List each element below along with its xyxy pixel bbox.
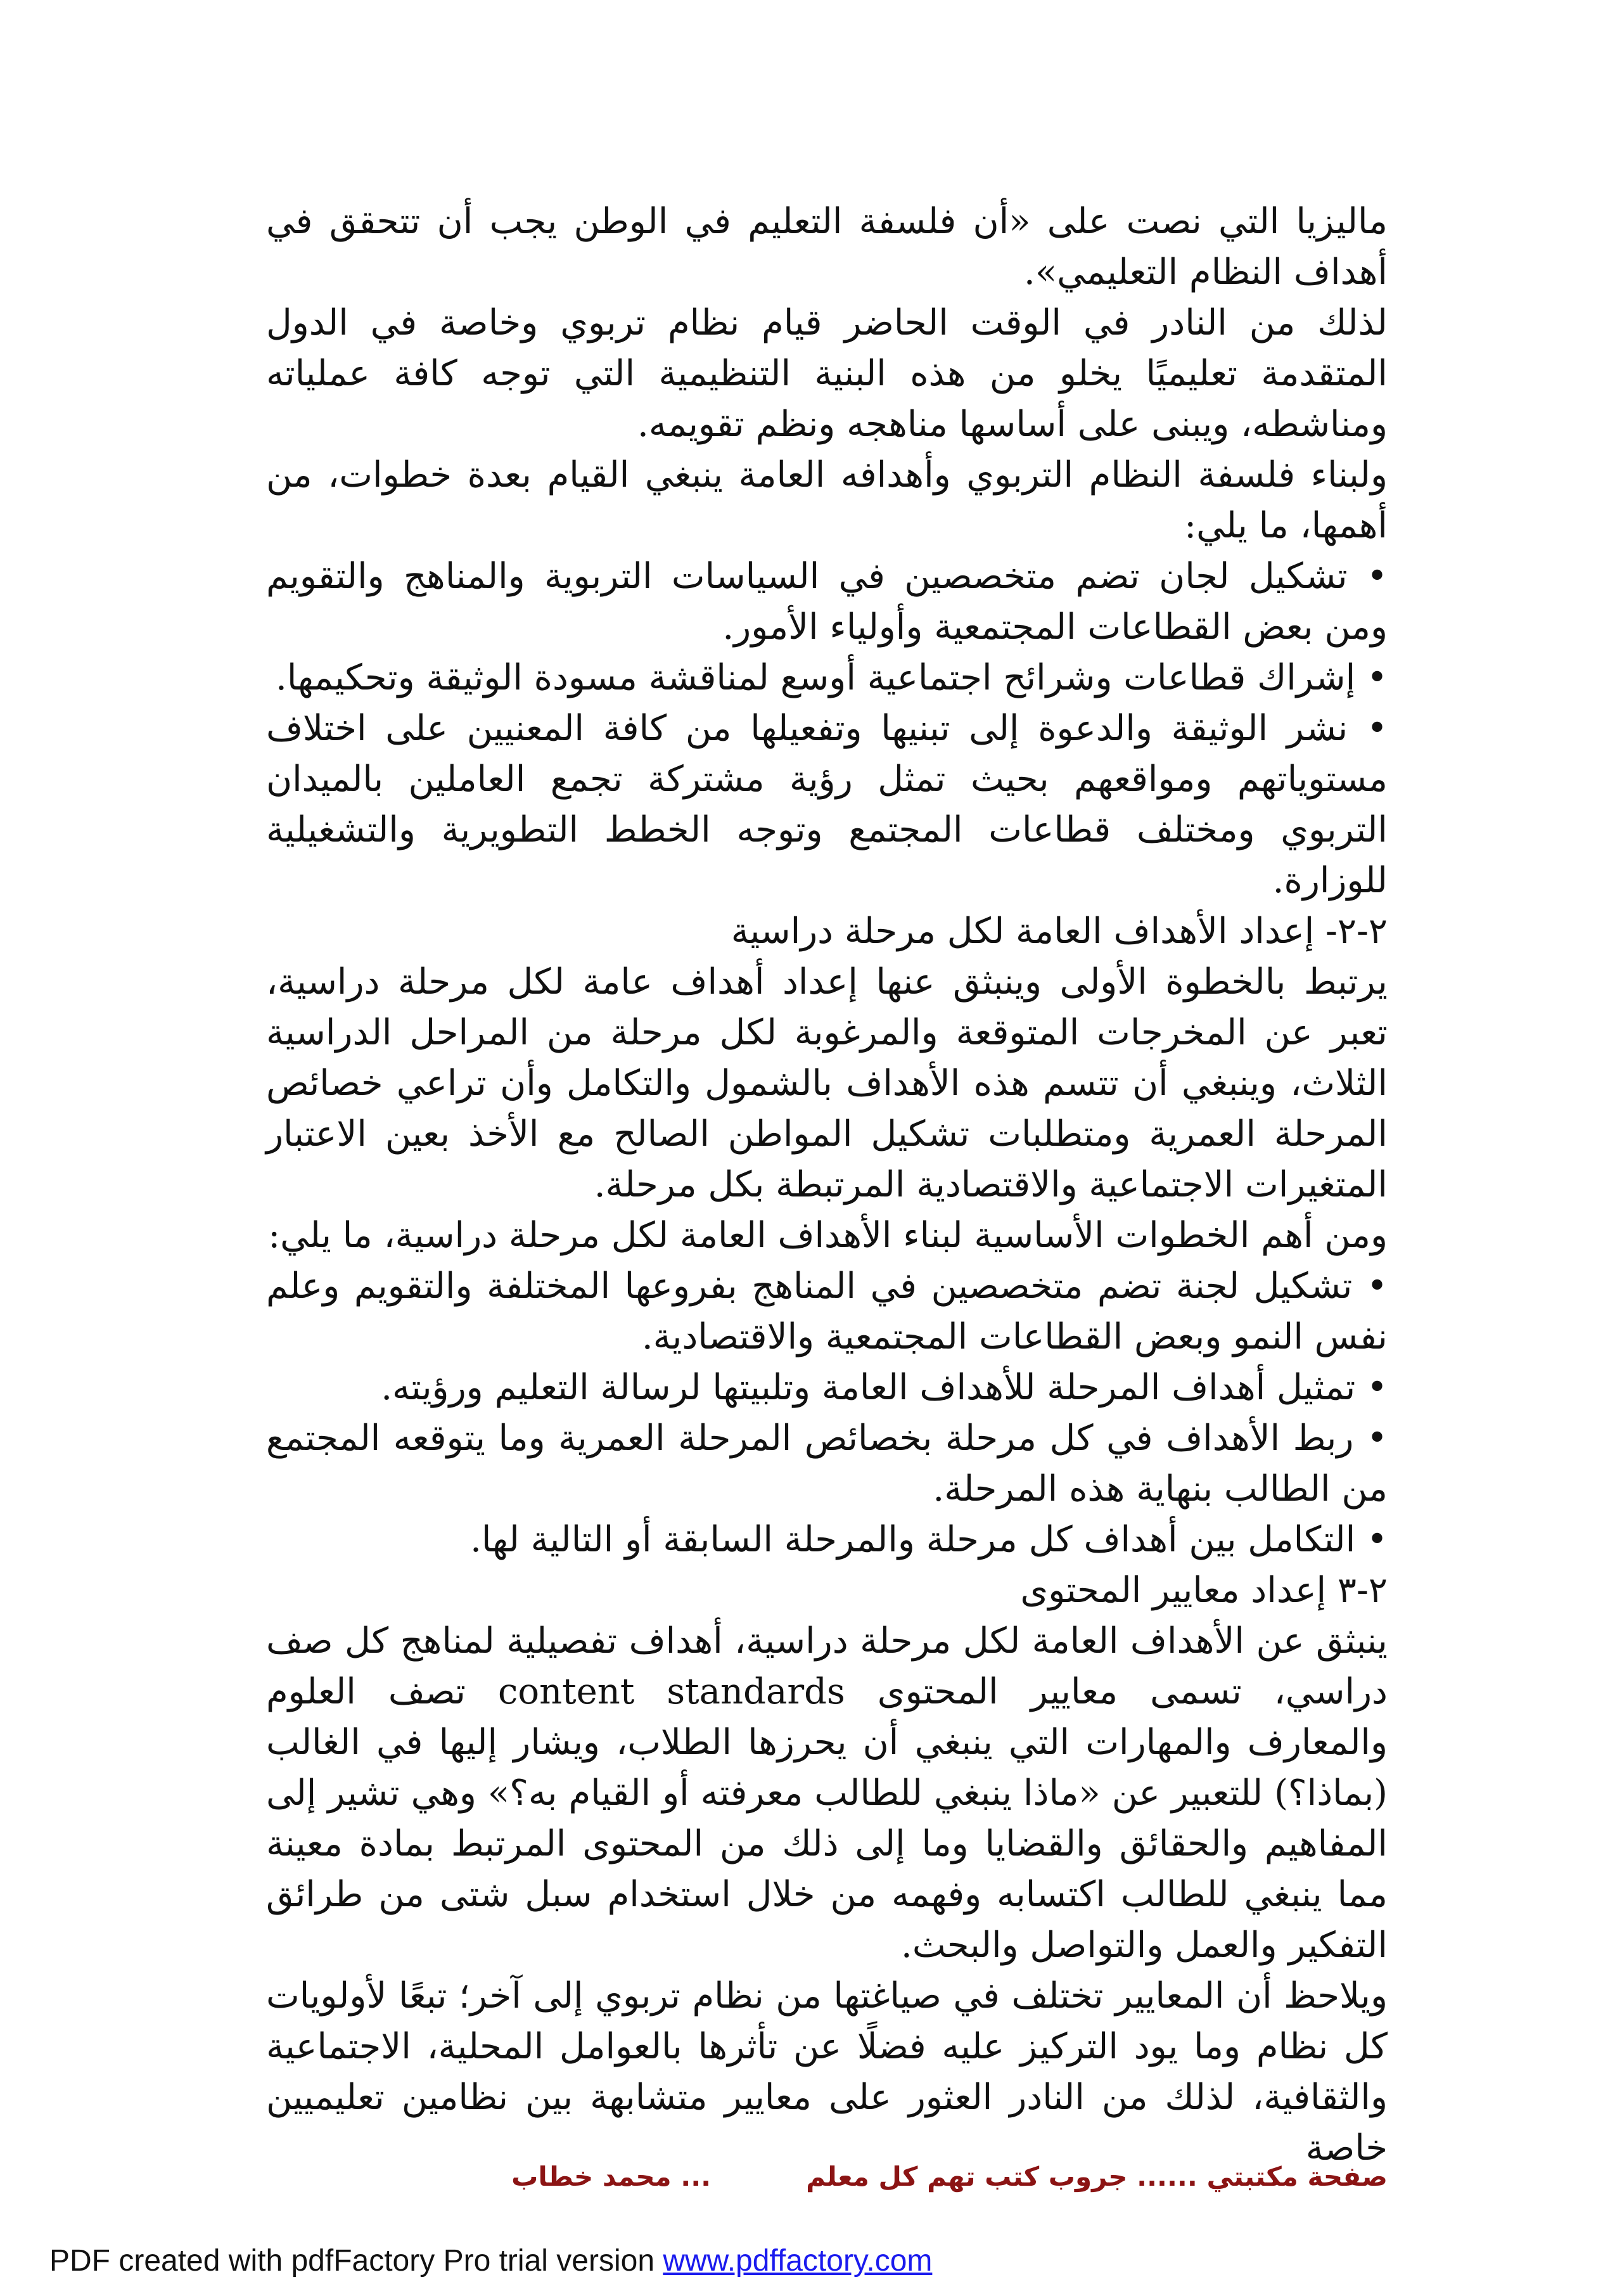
bullet-item: • إشراك قطاعات وشرائح اجتماعية أوسع لمناقشة مسودة الوثيقة وتحكيمها.: [276, 657, 1388, 698]
document-body: [266, 196, 1388, 2174]
paragraph: ينبثق عن الأهداف العامة لكل مرحلة دراسية، أهداف تفصيلية لمناهج كل صف دراسي، تسمى معايير المحتوى content standards تصف العلوم والمعارف والمهارات التي ينبغي أن يحرزها الطلاب، ويشار إليها في الغالب (بماذا؟) للتعبير عن «ماذا ينبغي للطالب معرفته أو القيام به؟» وهي تشير إلى المفاهيم والحقائق والقضايا وما إلى ذلك من المحتوى المرتبط بمادة معينة مما ينبغي للطالب اكتسابه وفهمه من خلال استخدام سبل شتى من طرائق التفكير والعمل والتواصل والبحث.: [266, 1620, 1388, 1966]
bullet-item: • تمثيل أهداف المرحلة للأهداف العامة وتلبيتها لرسالة التعليم ورؤيته.: [381, 1367, 1388, 1408]
bullet-item: • التكامل بين أهداف كل مرحلة والمرحلة السابقة أو التالية لها.: [470, 1519, 1388, 1560]
paragraph: لذلك من النادر في الوقت الحاضر قيام نظام تربوي وخاصة في الدول المتقدمة تعليميًا يخلو من هذه البنية التنظيمية التي توجه كافة عملياته ومناشطه، ويبنى على أساسها مناهجه ونظم تقويمه.: [266, 302, 1388, 445]
footer-page-label: صفحة مكتبتي ...... جروب كتب تهم كل معلم: [806, 2161, 1388, 2192]
page-footer: [266, 2161, 1388, 2192]
trial-banner-text: PDF created with pdfFactory Pro trial version: [49, 2244, 663, 2278]
bullet-item: • تشكيل لجنة تضم متخصصين في المناهج بفروعها المختلفة والتقويم وعلم نفس النمو وبعض القطاعات المجتمعية والاقتصادية.: [266, 1266, 1388, 1357]
footer-author: ... محمد خطاب: [511, 2161, 712, 2192]
pdffactory-link[interactable]: www.pdffactory.com: [663, 2244, 933, 2278]
paragraph: ماليزيا التي نصت على «أن فلسفة التعليم في الوطن يجب أن تتحقق في أهداف النظام التعليمي».: [266, 201, 1388, 293]
paragraph: ومن أهم الخطوات الأساسية لبناء الأهداف العامة لكل مرحلة دراسية، ما يلي:: [268, 1215, 1388, 1256]
paragraph: يرتبط بالخطوة الأولى وينبثق عنها إعداد أهداف عامة لكل مرحلة دراسية، تعبر عن المخرجات المتوقعة والمرغوبة لكل مرحلة من المراحل الدراسية الثلاث، وينبغي أن تتسم هذه الأهداف بالشمول والتكامل وأن تراعي خصائص المرحلة العمرية ومتطلبات تشكيل المواطن الصالح مع الأخذ بعين الاعتبار المتغيرات الاجتماعية والاقتصادية المرتبطة بكل مرحلة.: [266, 961, 1388, 1205]
paragraph: ولبناء فلسفة النظام التربوي وأهدافه العامة ينبغي القيام بعدة خطوات، من أهمها، ما يلي:: [266, 454, 1388, 546]
paragraph: ويلاحظ أن المعايير تختلف في صياغتها من نظام تربوي إلى آخر؛ تبعًا لأولويات كل نظام وما يود التركيز عليه فضلًا عن تأثرها بالعوامل المحلية، الاجتماعية والثقافية، لذلك من النادر العثور على معايير متشابهة بين نظامين تعليميين خاصة: [266, 1975, 1388, 2169]
trial-banner: [49, 2243, 932, 2278]
section-heading: ٢-٢- إعداد الأهداف العامة لكل مرحلة دراسية: [731, 911, 1388, 952]
section-heading: ٢-٣ إعداد معايير المحتوى: [1020, 1570, 1388, 1611]
bullet-item: • ربط الأهداف في كل مرحلة بخصائص المرحلة العمرية وما يتوقعه المجتمع من الطالب بنهاية هذه المرحلة.: [266, 1418, 1388, 1510]
bullet-item: • تشكيل لجان تضم متخصصين في السياسات التربوية والمناهج والتقويم ومن بعض القطاعات المجتمعية وأولياء الأمور.: [266, 556, 1388, 648]
bullet-item: • نشر الوثيقة والدعوة إلى تبنيها وتفعيلها من كافة المعنيين على اختلاف مستوياتهم ومواقعهم بحيث تمثل رؤية مشتركة تجمع العاملين بالميدان التربوي ومختلف قطاعات المجتمع وتوجه الخطط التطويرية والتشغيلية للوزارة.: [266, 708, 1388, 901]
